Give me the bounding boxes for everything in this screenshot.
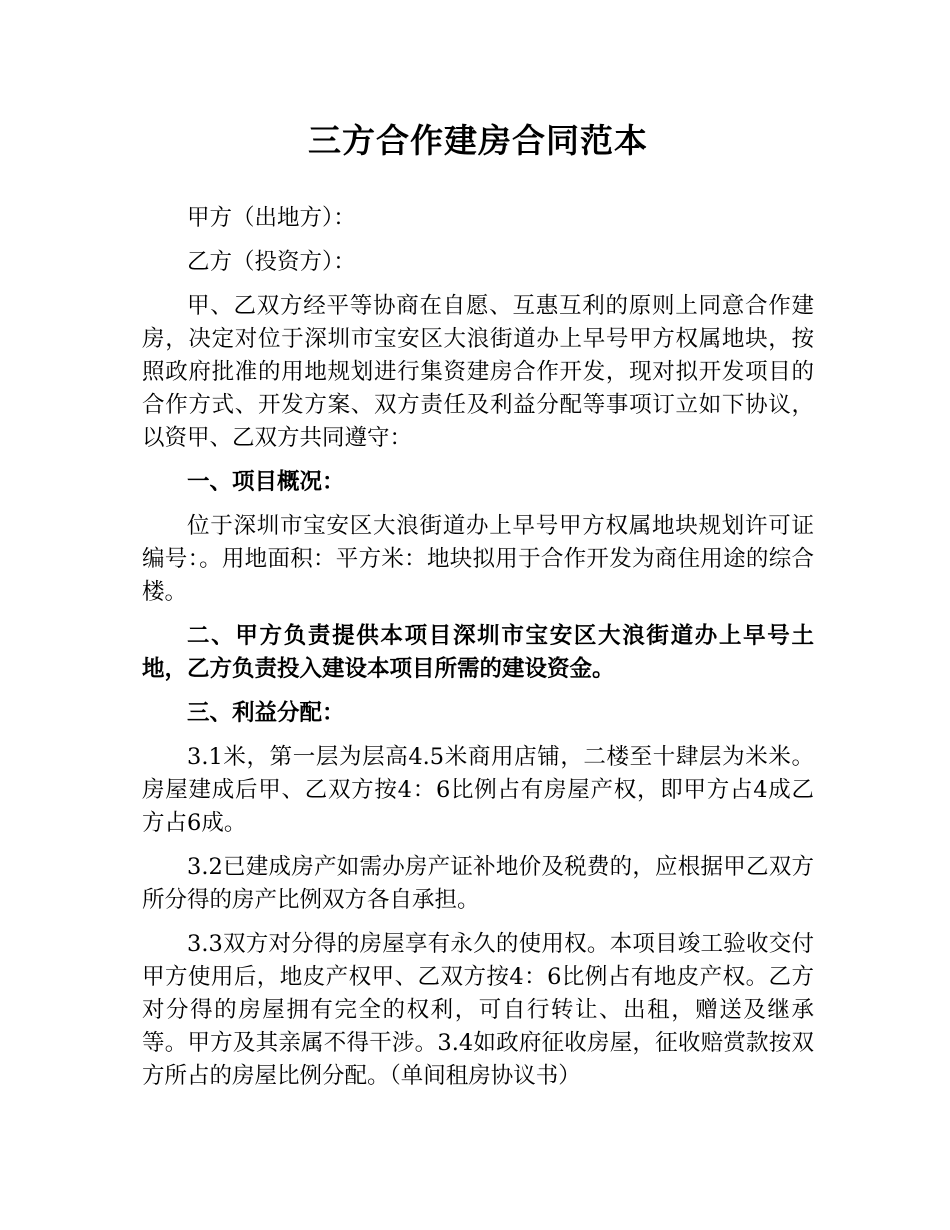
- intro-paragraph: 甲、乙双方经平等协商在自愿、互惠互利的原则上同意合作建房，决定对位于深圳市宝安区大浪街道办上早号甲方权属地块，按照政府批准的用地规划进行集资建房合作开发，现对拟开发项目的合作方式、开发方案、双方责任及利益分配等事项订立如下协议，以资甲、乙双方共同遵守：: [142, 293, 814, 451]
- clause-3-2: 3.2已建成房产如需办房产证补地价及税费的，应根据甲乙双方所分得的房产比例双方各自承担。: [142, 854, 814, 913]
- clause-3-3: 3.3双方对分得的房屋享有永久的使用权。本项目竣工验收交付甲方使用后，地皮产权甲、乙双方按4：6比例占有地皮产权。乙方对分得的房屋拥有完全的权利，可自行转让、出租，赠送及继承等。甲方及其亲属不得干涉。3.4如政府征收房屋，征收赔赏款按双方所占的房屋比例分配。（单间租房协议书）: [142, 931, 814, 1089]
- section-3-heading: 三、利益分配：: [187, 700, 345, 726]
- section-1-heading: 一、项目概况：: [187, 469, 345, 495]
- document-body: [142, 202, 814, 1104]
- section-1-paragraph: 位于深圳市宝安区大浪街道办上早号甲方权属地块规划许可证编号：。用地面积：平方米：地块拟用于合作开发为商住用途的综合楼。: [142, 513, 814, 605]
- document-title: 三方合作建房合同范本: [308, 121, 648, 160]
- party-b-line: 乙方（投资方）：: [187, 249, 356, 275]
- section-2-heading: 二、甲方负责提供本项目深圳市宝安区大浪街道办上早号土地，乙方负责投入建设本项目所需的建设资金。: [142, 623, 814, 682]
- clause-3-1: 3.1米，第一层为层高4.5米商用店铺，二楼至十肆层为米米。房屋建成后甲、乙双方按4：6比例占有房屋产权，即甲方占4成乙方占6成。: [142, 744, 814, 836]
- party-a-line: 甲方（出地方）：: [187, 205, 356, 231]
